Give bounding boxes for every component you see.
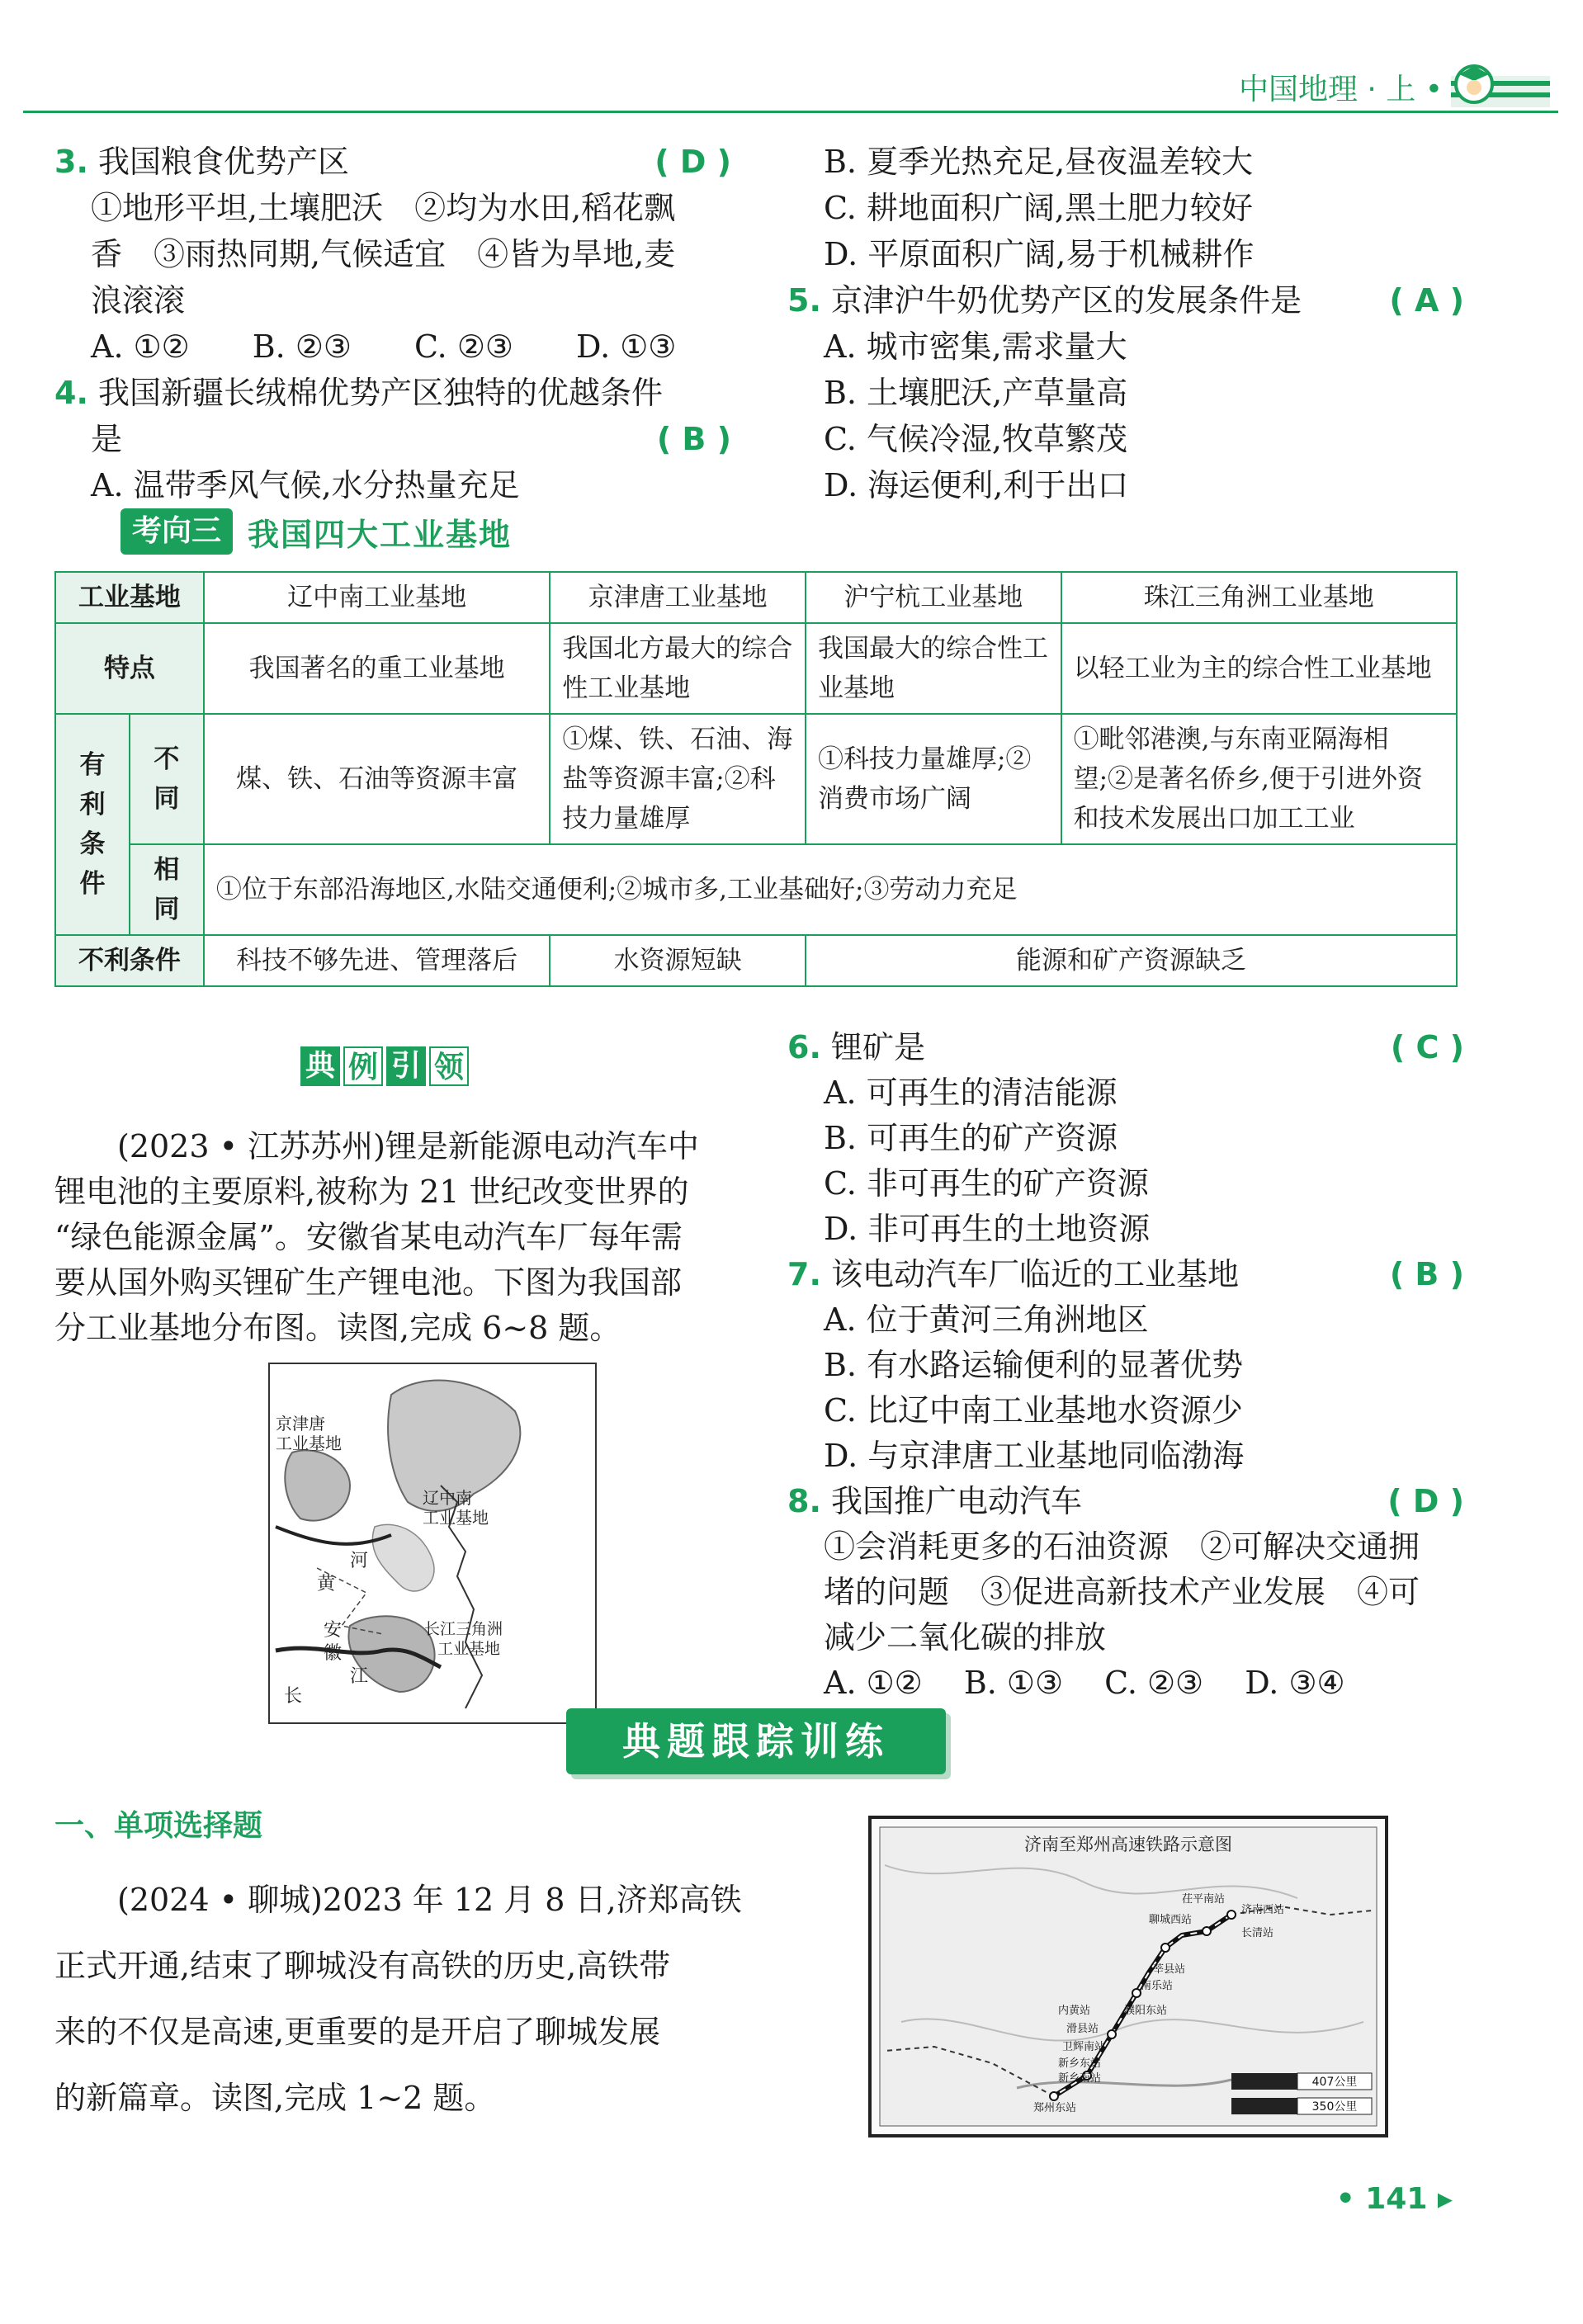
example-title [300,1046,469,1086]
title-char: 典 [300,1046,340,1086]
question-stem-cont: 是 [91,421,123,457]
question-number: 4. [54,375,88,411]
map-label: 长江三角洲 [424,1620,503,1638]
option: A. 可再生的清洁能源 [824,1075,1118,1111]
option-a: A. 温带季风气候,水分热量充足 [91,467,520,503]
header-cell: 相同 [130,844,204,935]
question-4 [54,370,731,508]
table-cell: 水资源短缺 [550,935,806,986]
question-3 [54,139,731,370]
question-5 [787,277,1464,508]
student-mascot-icon [1451,59,1550,111]
subsection-title: 一、单项选择题 [54,1809,263,1843]
question-number: 5. [787,282,821,319]
option: C. 非可再生的矿产资源 [824,1165,1149,1202]
header-rule [23,111,1558,113]
answer-mark: ( D ) [1387,1483,1464,1519]
header-cell: 有利条件 [55,714,130,935]
answer-mark: ( A ) [1389,282,1464,319]
map-label: 河 [350,1551,369,1571]
option: B. 有水路运输便利的显著优势 [824,1347,1244,1383]
rail-route-map [868,1816,1388,2137]
question-stem: 该电动汽车厂临近的工业基地 [830,1256,1239,1292]
table-row [55,623,1457,714]
paragraph-line: 分工业基地分布图。读图,完成 6~8 题。 [54,1310,621,1346]
paragraph-line: 正式开通,结束了聊城没有高铁的历史,高铁带 [54,1948,671,1984]
table-cell: 科技不够先进、管理落后 [204,935,550,986]
map-label: 工业基地 [423,1508,489,1528]
table-row [55,572,1457,623]
header-title: 中国地理 · 上 • [1238,73,1443,106]
answer-mark: ( B ) [656,421,731,457]
section-heading [120,508,512,555]
question-stem: 京津沪牛奶优势产区的发展条件是 [830,282,1302,319]
table-cell: 煤、铁、石油等资源丰富 [204,714,550,844]
title-char: 引 [386,1046,426,1086]
section-title: 我国四大工业基地 [248,516,513,553]
example-paragraph [54,1124,699,1351]
table-row [55,935,1457,986]
option: B. 土壤肥沃,产草量高 [824,375,1128,411]
table-cell: 珠江三角洲工业基地 [1061,572,1457,623]
map-label: 辽中南 [423,1488,472,1508]
map-label: 工业基地 [276,1434,342,1453]
table-cell: 以轻工业为主的综合性工业基地 [1061,623,1457,714]
industrial-base-map [267,1362,598,1725]
table-cell: ①科技力量雄厚;②消费市场广阔 [806,714,1061,844]
statement-line: 减少二氧化碳的排放 [824,1619,1107,1656]
question-stem: 我国推广电动汽车 [830,1483,1082,1519]
station-label: 新乡南站 [1058,2072,1102,2085]
question-8 [787,1479,1464,1706]
map-title: 济南至郑州高速铁路示意图 [1024,1835,1232,1854]
table-cell: 沪宁杭工业基地 [806,572,1061,623]
paragraph-line: (2023 • 江苏苏州)锂是新能源电动汽车中 [117,1128,699,1164]
station-label: 郑州东站 [1033,2102,1077,2114]
option: B. 可再生的矿产资源 [824,1120,1118,1156]
options-line: A. ①② B. ②③ C. ②③ D. ①③ [91,328,677,365]
station-label: 茌平南站 [1182,1893,1226,1906]
option: C. 比辽中南工业基地水资源少 [824,1392,1243,1429]
map-label: 黄 [317,1574,336,1594]
statement-line: ①地形平坦,土壤肥沃 ②均为水田,稻花飘 [91,190,676,226]
map-label: 京津唐 [276,1414,325,1434]
header-cell: 不利条件 [55,935,204,986]
header-cell: 不同 [130,714,204,844]
question-number: 8. [787,1483,821,1519]
option: C. 气候冷湿,牧草繁茂 [824,421,1127,457]
header-cell: 工业基地 [55,572,204,623]
answer-mark: ( B ) [1389,1256,1464,1292]
industry-base-table [54,571,1458,987]
table-cell: 能源和矿产资源缺乏 [806,935,1457,986]
answer-mark: ( D ) [654,144,731,180]
question-7 [787,1252,1464,1479]
station-label: 莘县站 [1153,1963,1186,1976]
table-cell: 我国北方最大的综合性工业基地 [550,623,806,714]
section-tag: 考向三 [120,508,233,555]
statement-line: ①会消耗更多的石油资源 ②可解决交通拥 [824,1528,1420,1565]
table-cell: ①煤、铁、石油、海盐等资源丰富;②科技力量雄厚 [550,714,806,844]
map-label: 徽 [324,1643,343,1664]
option: D. 海运便利,利于出口 [824,467,1129,503]
option: D. 非可再生的土地资源 [824,1211,1151,1247]
option: B. 夏季光热充足,昼夜温差较大 [824,144,1254,180]
statement-line: 浪滚滚 [91,282,186,319]
table-cell: ①位于东部沿海地区,水陆交通便利;②城市多,工业基础好;③劳动力充足 [204,844,1457,935]
legend-swatch [1231,2098,1297,2114]
station-label: 聊城西站 [1149,1914,1193,1926]
map-label: 安 [324,1620,343,1641]
title-char: 例 [343,1046,383,1086]
table-cell: ①毗邻港澳,与东南亚隔海相望;②是著名侨乡,便于引进外资和技术发展出口加工工业 [1061,714,1457,844]
station-label: 济南西站 [1241,1904,1285,1916]
question-stem: 锂矿是 [830,1029,925,1065]
paragraph-line: 锂电池的主要原料,被称为 21 世纪改变世界的 [54,1174,689,1210]
table-row [55,844,1457,935]
station-label: 新乡东站 [1058,2057,1102,2070]
station-label: 内黄站 [1058,2005,1091,2017]
option: A. 城市密集,需求量大 [824,328,1127,365]
paragraph-line: 的新篇章。读图,完成 1~2 题。 [54,2080,496,2116]
table-row [55,714,1457,844]
options-line: A. ①② B. ①③ C. ②③ D. ③④ [824,1665,1345,1701]
option: D. 与京津唐工业基地同临渤海 [824,1438,1245,1474]
station-label: 濮阳东站 [1124,2005,1168,2017]
station-label: 滑县站 [1066,2023,1099,2035]
question-number: 6. [787,1029,821,1065]
option: A. 位于黄河三角洲地区 [824,1301,1149,1338]
map-label: 工业基地 [437,1640,501,1658]
paragraph-line: “绿色能源金属”。安徽省某电动汽车厂每年需 [54,1219,683,1255]
question-stem: 我国新疆长绒棉优势产区独特的优越条件 [97,375,663,411]
training-paragraph [54,1867,742,2131]
page-number: • 141 ▸ [1335,2182,1453,2216]
title-char: 领 [429,1046,469,1086]
paragraph-line: (2024 • 聊城)2023 年 12 月 8 日,济郑高铁 [117,1882,742,1918]
training-banner: 典题跟踪训练 [566,1708,946,1774]
station-label: 卫辉南站 [1062,2041,1106,2053]
map-label: 长 [284,1686,303,1707]
option: D. 平原面积广阔,易于机械耕作 [824,236,1255,272]
station-label: 南乐站 [1141,1980,1174,1992]
legend-swatch [1231,2073,1297,2090]
paragraph-line: 来的不仅是高速,更重要的是开启了聊城发展 [54,2014,661,2050]
header-cell: 特点 [55,623,204,714]
question-number: 7. [787,1256,821,1292]
statement-line: 香 ③雨热同期,气候适宜 ④皆为旱地,麦 [91,236,676,272]
question-4-options [787,139,1464,277]
legend-label: 407公里 [1311,2076,1358,2089]
map-label: 江 [350,1666,369,1687]
question-stem: 我国粮食优势产区 [97,144,349,180]
answer-mark: ( C ) [1390,1029,1464,1065]
table-cell: 我国著名的重工业基地 [204,623,550,714]
option: C. 耕地面积广阔,黑土肥力较好 [824,190,1253,226]
table-cell: 辽中南工业基地 [204,572,550,623]
legend-label: 350公里 [1311,2100,1358,2114]
question-6 [787,1025,1464,1252]
table-cell: 京津唐工业基地 [550,572,806,623]
station-label: 长清站 [1241,1927,1274,1939]
table-cell: 我国最大的综合性工业基地 [806,623,1061,714]
statement-line: 堵的问题 ③促进高新技术产业发展 ④可 [824,1574,1420,1610]
question-number: 3. [54,144,88,180]
paragraph-line: 要从国外购买锂矿生产锂电池。下图为我国部 [54,1264,683,1301]
